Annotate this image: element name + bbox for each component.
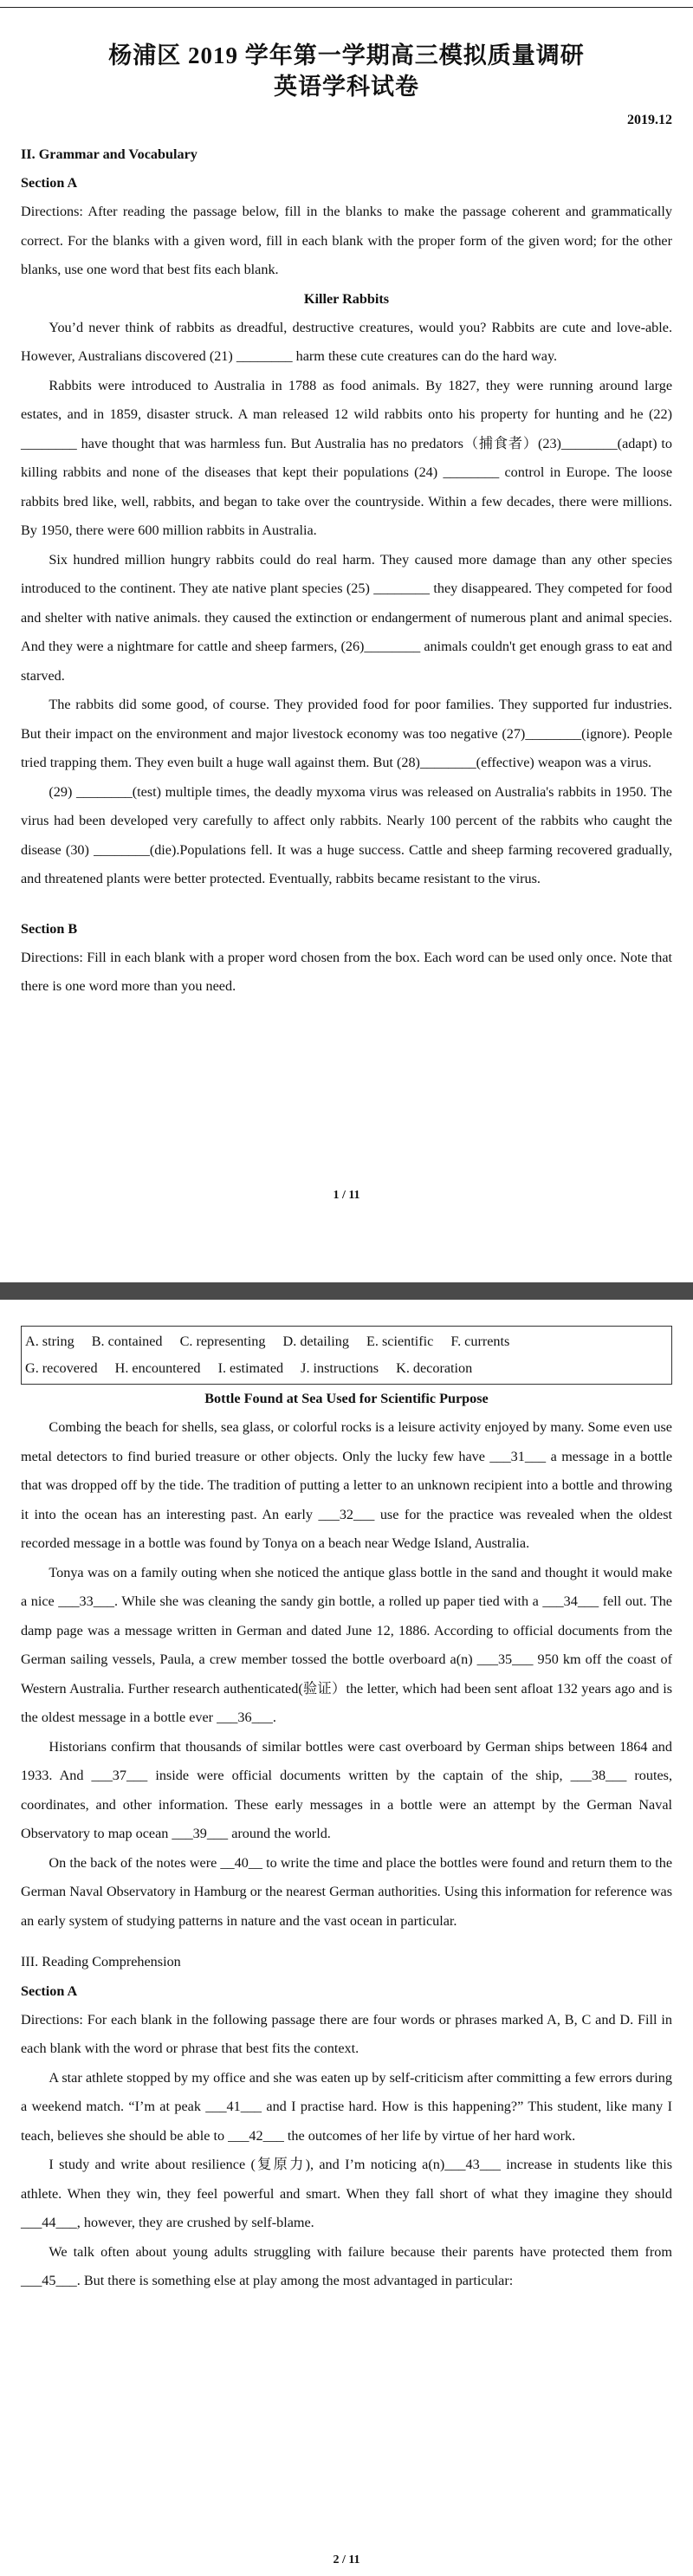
word-option: E. scientific — [366, 1333, 434, 1349]
paragraph: Combing the beach for shells, sea glass, or colorful rocks is a leisure activity enjoyed by many. Some even use metal detectors to find buried treasure or other objects. Only the lucky few have ___31___ a message in a bottle that was dropped off by the tide. The tradition of putting a letter to an unknown recipient into a bottle and throwing it into the ocean has an interesting past. An early ___32___ use for the practice was revealed when the oldest recorded message in a bottle was found by Tonya on a beach near Wedge Island, Australia. — [21, 1419, 672, 1551]
paragraph: (29) ________(test) multiple times, the deadly myxoma virus was released on Australia's rabbits in 1950. The virus had been developed very carefully to affect only rabbits. Nearly 100 percent of the rabbits who caught the disease (30) ________(die).Populations fell. It was a huge success. Cattle and sheep farming recovered gradually, and threatened plants were better protected. Eventually, rabbits became resistant to the virus. — [21, 783, 672, 886]
page1-body — [0, 140, 693, 1002]
passage-title: Bottle Found at Sea Used for Scientific Purpose — [204, 1391, 489, 1406]
paragraph: Historians confirm that thousands of similar bottles were cast overboard by German ships between 1864 and 1933. And ___37___ inside were official documents written by the captain of the ship, ___38___ routes, coordinates, and other information. These early messages in a bottle were an attempt by the German Naval Observatory to map ocean ___39___ around the world. — [21, 1738, 672, 1841]
section-b-heading: Section B — [21, 920, 78, 937]
exam-date: 2019.12 — [627, 113, 672, 127]
passage-title: Killer Rabbits — [303, 290, 390, 307]
page-top-rule — [0, 7, 693, 8]
exam-subtitle: 英语学科试卷 — [274, 74, 419, 100]
document-page-1 — [0, 0, 693, 1282]
word-box-row-2 — [25, 1355, 666, 1382]
page-number: 2 / 11 — [333, 2553, 360, 2566]
word-option: D. detailing — [282, 1333, 349, 1349]
paragraph: Tonya was on a family outing when she noticed the antique glass bottle in the sand and thought it would make a nice ___33___. While she was cleaning the sandy gin bottle, a rolled up paper tied with a ___34___ fell out. The damp page was a message written in German and dated June 12, 1886. According to official documents from the German sailing vessels, Paula, a crew member tossed the bottle overboard a(n) ___35___ 950 km off the coast of Western Australia. Further research authenticated(验证）the letter, which had been sent afloat 132 years ago and is the oldest message in a bottle ever ___36___. — [21, 1564, 672, 1725]
word-option: G. recovered — [25, 1360, 98, 1376]
word-option: C. representing — [179, 1333, 266, 1349]
paragraph: A star athlete stopped by my office and she was eaten up by self-criticism after committing a few errors during a weekend match. “I’m at peak ___41___ and I practise hard. How is this happening?” This student, like many I teach, believes she should be able to ___42___ the outcomes of her life by virtue of her hard work. — [21, 2069, 672, 2144]
section-a-heading: Section A — [21, 1982, 78, 1999]
section-a-heading: Section A — [21, 175, 78, 191]
section-a-directions: Directions: After reading the passage below, fill in the blanks to make the passage coherent and grammatically correct. For the blanks with a given word, fill in each blank with the proper form of the given word; for the other blanks, use one word that best fits each blank. — [21, 204, 672, 277]
word-option: K. decoration — [396, 1360, 473, 1376]
word-option: A. string — [25, 1333, 74, 1349]
exam-title: 杨浦区 2019 学年第一学期高三模拟质量调研 — [108, 42, 585, 68]
paragraph: You’d never think of rabbits as dreadful, destructive creatures, would you? Rabbits are cute and love-able. However, Australians discovered (21) ________ harm these cute creatures can do the hard way. — [21, 319, 672, 364]
paragraph: The rabbits did some good, of course. They provided food for poor families. They supported fur industries. But their impact on the environment and major livestock economy was too negative (27)________(ignore). People tried trapping them. They even built a huge wall against them. But (28)________(effective) weapon was a virus. — [21, 697, 672, 770]
word-option: J. instructions — [301, 1360, 379, 1376]
paragraph: Rabbits were introduced to Australia in 1788 as food animals. By 1827, they were running around large estates, and in 1859, disaster struck. A man released 12 wild rabbits onto his property for hunting and he (22) ________ have thought that was harmless fun. But Australia has no predators（捕食者）(23)________(adapt) to killing rabbits and none of the diseases that kept their populations (24) ________ control in Europe. The loose rabbits bred like, well, rabbits, and began to take over the countryside. Within a few decades, there were millions. By 1950, there were 600 million rabbits in Australia. — [21, 377, 672, 538]
word-option: F. currents — [450, 1333, 510, 1349]
word-box — [21, 1326, 672, 1385]
paragraph: On the back of the notes were __40__ to write the time and place the bottles were found and return them to the German Naval Observatory in Hamburg or the nearest German authorities. Using this information for reference was an early system of studying patterns in nature and the vast ocean in particular. — [21, 1854, 672, 1929]
word-option: B. contained — [91, 1333, 163, 1349]
word-option: H. encountered — [114, 1360, 201, 1376]
paragraph: Six hundred million hungry rabbits could do real harm. They caused more damage than any other species introduced to the continent. They ate native plant species (25) ________ they disappeared. They competed for food and shelter with native animals. they caused the extinction or endangerment of numerous plant and animal species. And they were a nightmare for cattle and sheep farmers, (26)________ animals couldn't get enough grass to eat and starved. — [21, 551, 672, 684]
paragraph: We talk often about young adults struggling with failure because their parents have protected them from ___45___. But there is something else at play among the most advantaged in particular: — [21, 2243, 672, 2288]
document-page-2 — [0, 1300, 693, 2576]
part3-heading: III. Reading Comprehension — [21, 1954, 181, 1969]
part-heading: II. Grammar and Vocabulary — [21, 146, 198, 162]
section-a-directions: Directions: For each blank in the following passage there are four words or phrases marked A, B, C and D. Fill in each blank with the word or phrase that best fits the context. — [21, 2011, 672, 2056]
section-b-directions: Directions: Fill in each blank with a proper word chosen from the box. Each word can be used only once. Note that there is one word more than you need. — [21, 949, 672, 994]
page2-body — [0, 1385, 693, 2296]
page-number: 1 / 11 — [333, 1189, 360, 1202]
page-separator — [0, 1282, 693, 1300]
word-option: I. estimated — [217, 1360, 284, 1376]
paragraph: I study and write about resilience (复原力), and I’m noticing a(n)___43___ increase in students like this athlete. When they win, they feel powerful and smart. When they fall short of what they imagine they should ___44___, however, they are crushed by self-blame. — [21, 2157, 672, 2230]
word-box-row-1 — [25, 1328, 666, 1355]
